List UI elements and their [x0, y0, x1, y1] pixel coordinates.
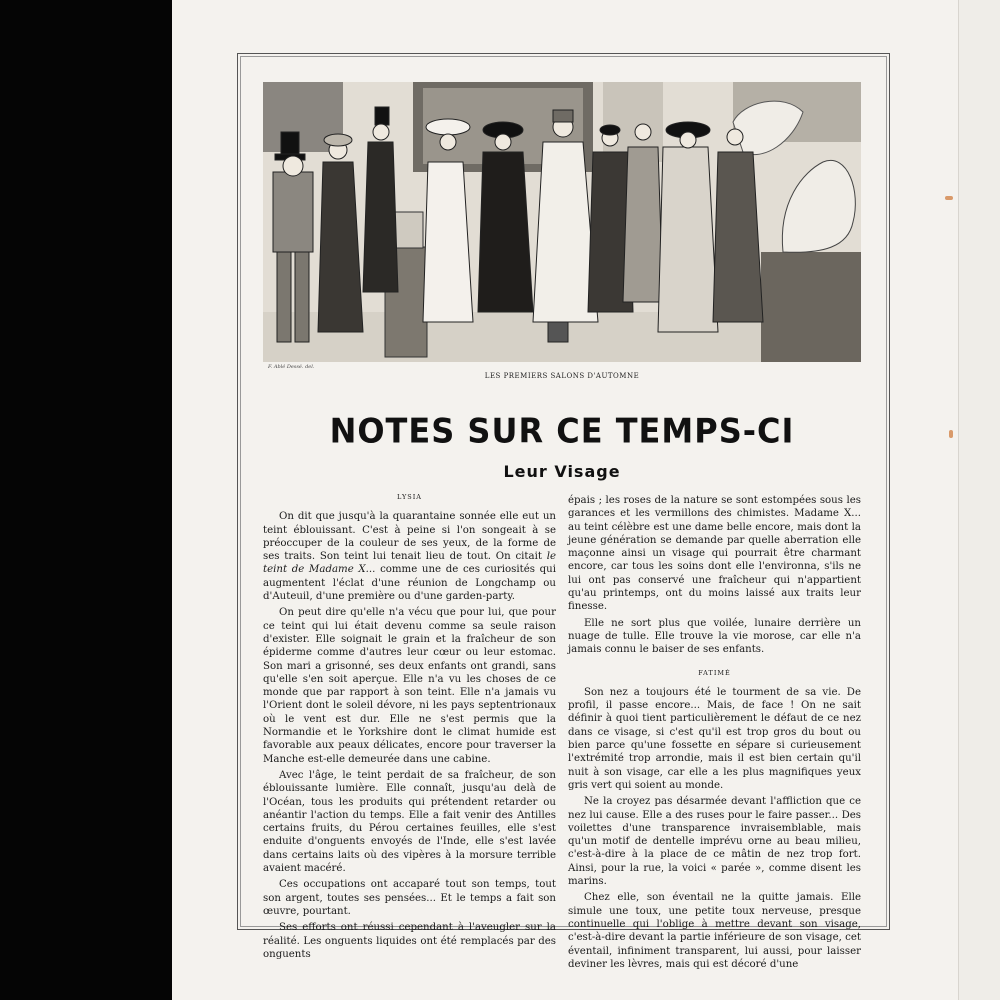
illustration-caption: LES PREMIERS SALONS D'AUTOMNE — [484, 372, 640, 380]
article-subtitle: Leur Visage — [503, 462, 621, 481]
paragraph: Ne la croyez pas désarmée devant l'affliction que ce nez lui cause. Elle a des ruses pour le faire passer... Des voilettes d'une transparence invraisemblable, mais qu'un motif de dentelle imprévu orne au beau milieu, c'est-à-dire à la place de ce mâtin de nez trop fort. Ainsi, pour la rue, la voici « parée », comme disent les marins. — [568, 796, 861, 888]
paragraph: On dit que jusqu'à la quarantaine sonnée elle eut un teint éblouissant. C'est à peine si l'on songeait à se préoccuper de la couleur de ses yeux, de la forme de ses traits. Son teint lui tenait lieu de tout. On citait le teint de Madame X... comme une de ces curiosités qui augmentent l'éclat d'une réunion de Longchamp ou d'Auteuil, d'une première ou d'une garden-party. — [263, 511, 556, 603]
text-column-right — [568, 494, 861, 974]
illustration-drawing — [263, 82, 861, 362]
text-column-left — [263, 489, 556, 964]
paragraph: On peut dire qu'elle n'a vécu que pour lui, que pour ce teint qui lui était devenu comme sa seule raison d'exister. Elle soignait le grain et la fraîcheur de son épiderme comme d'autres leur cœur ou leur estomac. Son mari a grisonné, ses deux enfants ont grandi, sans qu'elle s'en soit aperçue. Elle n'a vu les choses de ce monde que par rapport à son teint. Elle n'a jamais vu l'Orient dont le soleil dévore, ni les pays septentrionaux où le vent est dur. Elle ne s'est permis que la Normandie et le Yorkshire dont le climat humide est favorable aux peaux délicates, encore pour traverser la Manche est-elle demeurée dans une cabine. — [263, 607, 556, 765]
paper-mark — [949, 430, 953, 438]
paragraph: Avec l'âge, le teint perdait de sa fraîcheur, de son éblouissante lumière. Elle connaît, jusqu'au delà de l'Océan, tous les produits qui prétendent retarder ou anéantir l'action du temps. Elle a fait venir des Antilles certains fruits, du Pérou certaines feuilles, elle s'est enduite d'onguents envoyés de l'Inde, elle s'est lavée dans certains laits où des vipères à la morsure terrible avaient macéré. — [263, 769, 556, 875]
article-title: NOTES SUR CE TEMPS-CI — [329, 411, 795, 451]
paragraph: épais ; les roses de la nature se sont estompées sous les garances et les vermillons des chimistes. Madame X... au teint célèbre est une dame belle encore, mais dont la jeune génération se demande par quelle aberration elle maçonne ainsi un visage qui pourrait être charmant encore, car tous les soins dont elle l'environna, s'ils ne lui ont pas conservé une fraîcheur qui n'appartient qu'au printemps, ont du moins laissé aux traits leur finesse. — [568, 495, 861, 613]
paragraph: Elle ne sort plus que voilée, lunaire derrière un nuage de tulle. Elle trouve la vie morose, car elle n'a jamais connu le baiser de ses enfants. — [568, 617, 861, 656]
paragraph: Ces occupations ont accaparé tout son temps, tout son argent, toutes ses pensées... Et le temps a fait son œuvre, pourtant. — [263, 879, 556, 917]
scan-background — [0, 0, 172, 1000]
paragraph: Son nez a toujours été le tourment de sa vie. De profil, il passe encore... Mais, de face ! On ne sait définir à quoi tient particulièrement le défaut de ce nez dans ce visage, si c'est qu'il est trop gros du bout ou bien parce qu'une fossette en sépare si curieusement l'extrémité trop arrondie, mais il est bien certain qu'il nuit à son visage, car elle a les plus magnifiques yeux gris vert qui soient au monde. — [568, 686, 861, 791]
adjacent-page-edge — [958, 0, 1000, 1000]
salon-illustration — [263, 82, 861, 362]
paper-mark — [945, 196, 953, 200]
section-heading-fatime: FATIMÉ — [698, 668, 731, 677]
paragraph: Ses efforts ont réussi cependant à l'aveugler sur la réalité. Les onguents liquides ont été remplacés par des onguents — [263, 922, 556, 960]
paragraph: Chez elle, son éventail ne la quitte jamais. Elle simule une toux, une petite toux nerveuse, presque continuelle qui l'oblige à mettre devant son visage, c'est-à-dire devant la partie inférieure de son visage, cet éventail, infiniment transparent, lui aussi, pour laisser deviner les lèvres, mais qui est décoré d'une — [568, 892, 861, 970]
section-heading-lysia: LYSIA — [397, 493, 422, 501]
illustration-credit: F. Ablé Dessé. del. — [268, 364, 315, 370]
